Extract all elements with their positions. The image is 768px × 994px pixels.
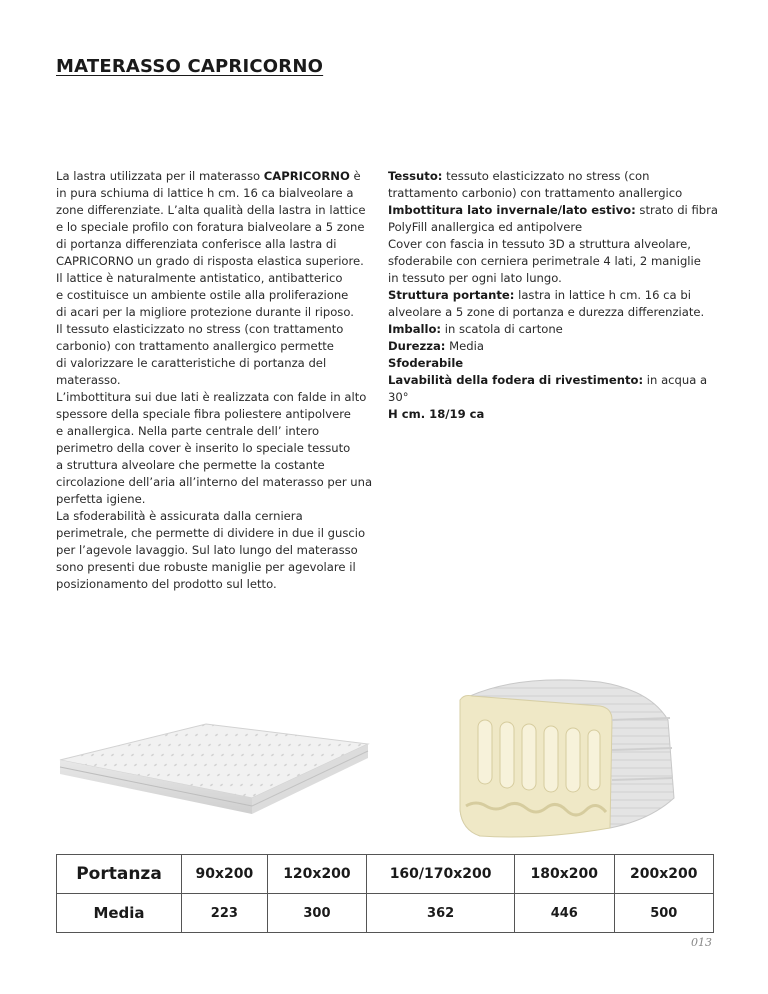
spec-value: lastra in lattice h cm. 16 ca bi alveolare a 5 zone di portanza e durezza differenziate. [388,288,705,319]
spec-struttura [388,287,718,321]
spec-imbottitura [388,202,718,287]
page-number: 013 [691,936,712,949]
spec-value: tessuto elasticizzato no stress (con trattamento carbonio) con trattamento anallergico [388,169,683,200]
table-header-cell: 180x200 [515,855,614,894]
size-price-table [56,854,714,933]
spec-label: H cm. 18/19 ca [388,407,485,421]
table-cell: 362 [367,894,515,933]
description-body: è in pura schiuma di lattice h cm. 16 ca bialveolare a zone differenziate. L’alta qualità della lastra in lattice e lo speciale profilo con foratura bialveolare a 5 zone di portanza differenziata conferisce alla lastra di CAPRICORNO un grado di risposta elastica superiore. Il lattice è naturalmente antistatico, antibatterico e costituisce un ambiente ostile alla proliferazione di acari per la migliore protezione durante il riposo. Il tessuto elasticizzato no stress (con trattamento carbonio) con trattamento anallergico permette di valorizzare le caratteristiche di portanza del materasso. L’imbottitura sui due lati è realizzata con falde in alto spessore della speciale fibra poliestere antipolvere e anallergica. Nella parte centrale dell’ intero perimetro della cover è inserito lo speciale tessuto a struttura alveolare che permette la costante circolazione dell’aria all’interno del materasso per una perfetta igiene. La sfoderabilità è assicurata dalla cerniera perimetrale, che permette di dividere in due il guscio per l’agevole lavaggio. Sul lato lungo del materasso sono presenti due robuste maniglie per agevolare il posizionamento del prodotto sul letto. [56,169,373,591]
spec-label: Sfoderabile [388,356,464,370]
page-title: MATERASSO CAPRICORNO [56,56,324,77]
mattress-image [56,700,372,820]
spec-tessuto [388,168,718,202]
spec-label: Imbottitura lato invernale/lato estivo: [388,203,636,217]
spec-label: Imballo: [388,322,442,336]
table-header-row [57,855,714,894]
table-header-cell: Portanza [57,855,182,894]
product-name-bold: CAPRICORNO [263,169,350,183]
table-cell: Media [57,894,182,933]
specs-column [388,168,718,423]
mattress-section-image [400,660,690,840]
description-intro: La lastra utilizzata per il materasso [56,169,264,183]
table-header-cell: 200x200 [614,855,713,894]
table-row [57,894,714,933]
table-header-cell: 160/170x200 [367,855,515,894]
spec-value: in acqua a 30° [388,373,708,404]
spec-durezza [388,338,718,355]
spec-label: Lavabilità della fodera di rivestimento: [388,373,644,387]
table-cell: 223 [182,894,268,933]
spec-sfoderabile [388,355,718,372]
spec-label: Durezza: [388,339,446,353]
spec-value: strato di fibra PolyFill anallergica ed antipolvere Cover con fascia in tessuto 3D a struttura alveolare, sfoderabile con cerniera perimetrale 4 lati, 2 maniglie in tessuto per ogni lato lungo. [388,203,719,285]
description-text [56,168,374,593]
table-header-cell: 90x200 [182,855,268,894]
spec-label: Tessuto: [388,169,443,183]
spec-value: Media [445,339,484,353]
spec-altezza [388,406,718,423]
table-cell: 446 [515,894,614,933]
spec-label: Struttura portante: [388,288,515,302]
table-cell: 300 [267,894,366,933]
table-header-cell: 120x200 [267,855,366,894]
spec-lavabilita [388,372,718,406]
description-column [56,168,374,593]
spec-value: in scatola di cartone [441,322,563,336]
table-cell: 500 [614,894,713,933]
spec-imballo [388,321,718,338]
